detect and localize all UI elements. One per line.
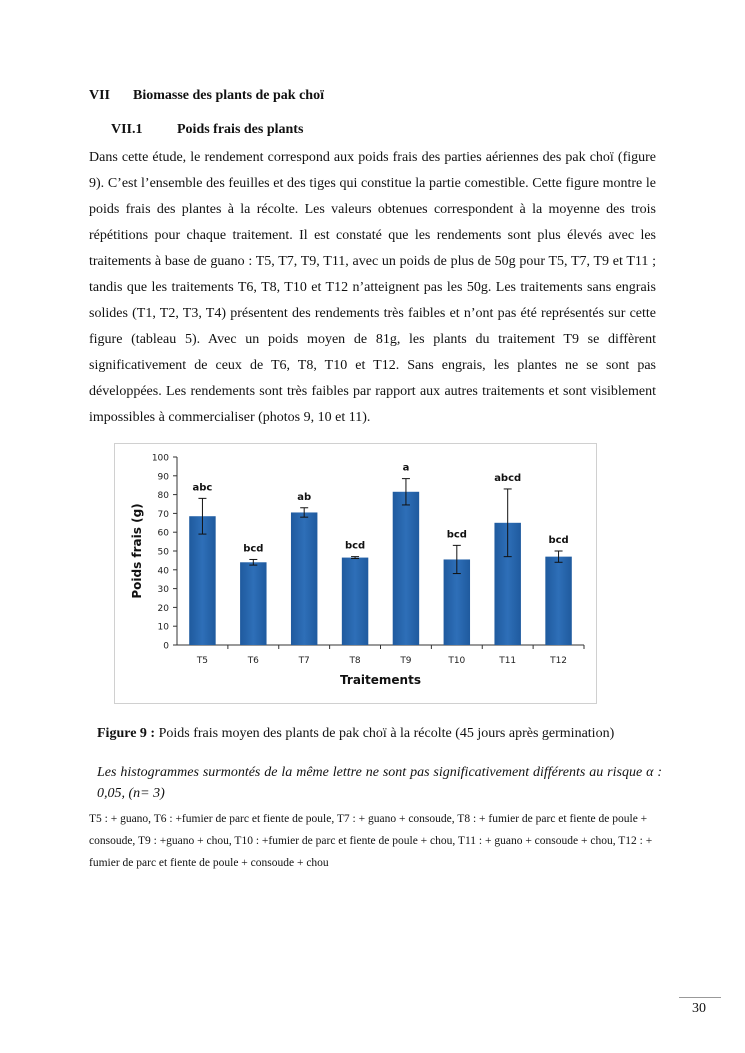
significance-letter-t7: ab <box>297 491 312 503</box>
x-tick-label: T8 <box>349 656 361 666</box>
body-paragraph: Dans cette étude, le rendement correspond aux poids frais des parties aériennes des pak choï (figure 9). C’est l’ensemble des feuilles et des tiges qui constitue la partie comestible. Cette figure montre le poids frais des plantes à la récolte. Les valeurs obtenues correspondent à la moyenne des trois répétitions pour chaque traitement. Il est constaté que les rendements sont plus élevés avec les traitements à base de guano : T5, T7, T9, T11, avec un poids de plus de 50g pour T5, T7, T9 et T11 ; tandis que les traitements T6, T8, T10 et T12 n’atteignent pas les 50g. Les traitements sans engrais solides (T1, T2, T3, T4) présentent des rendements très faibles et n’ont pas été représentés sur cette figure (tableau 5). Avec un poids moyen de 81g, les plants du traitement T9 se diffèrent significativement de ceux de T6, T8, T10 et T12. Sans engrais, les plantes ne se sont pas développées. Les rendements sont très faibles par rapport aux autres traitements et sont visiblement impossibles à commercialiser (photos 9, 10 et 11). <box>89 150 656 425</box>
page-number: 30 <box>692 1001 706 1016</box>
bar-t12 <box>545 557 571 645</box>
x-tick-label: T9 <box>400 656 412 666</box>
subsection-heading <box>111 122 303 138</box>
y-tick-label: 0 <box>163 641 169 652</box>
y-tick-label: 50 <box>157 547 169 558</box>
footer-rule <box>679 997 721 998</box>
bar-chart <box>115 444 596 703</box>
bar-t5 <box>189 516 215 645</box>
y-tick-label: 30 <box>157 585 169 596</box>
x-tick-label: T6 <box>247 656 259 666</box>
significance-letter-t10: bcd <box>446 529 467 541</box>
x-tick-label: T5 <box>196 656 209 666</box>
y-tick-label: 60 <box>157 528 169 539</box>
significance-letter-t12: bcd <box>548 535 569 546</box>
figure-caption <box>97 726 614 742</box>
significance-letter-t9: a <box>402 462 410 474</box>
section-heading <box>89 88 324 104</box>
bar-t6 <box>240 562 266 645</box>
y-tick-label: 10 <box>157 622 169 633</box>
y-tick-label: 100 <box>151 453 169 464</box>
figure-caption-label: Figure 9 : <box>97 726 156 741</box>
section-title: Biomasse des plants de pak choï <box>133 88 324 103</box>
x-tick-label: T7 <box>298 656 310 666</box>
bar-t7 <box>291 512 317 645</box>
x-tick-label: T10 <box>448 656 466 666</box>
y-tick-label: 90 <box>157 472 169 483</box>
significance-letter-t6: bcd <box>243 543 264 555</box>
subsection-title: Poids frais des plants <box>177 122 304 137</box>
subsection-number: VII.1 <box>111 122 143 137</box>
y-tick-label: 40 <box>157 566 169 577</box>
bar-t8 <box>342 558 368 645</box>
x-tick-label: T11 <box>499 656 517 666</box>
significance-letter-t11: abcd <box>494 472 522 484</box>
significance-letter-t5: abc <box>192 482 213 494</box>
x-axis-title: Traitements <box>340 673 421 687</box>
y-axis-title: Poids frais (g) <box>130 503 144 599</box>
significance-note: Les histogrammes surmontés de la même lettre ne sont pas significativement différents au risque α : 0,05, (n= 3) <box>97 765 662 801</box>
treatment-legend: T5 : + guano, T6 : +fumier de parc et fiente de poule, T7 : + guano + consoude, T8 : + fumier de parc et fiente de poule + consoude, T9 : +guano + chou, T10 : +fumier de parc et fiente de poule + chou, T11 : + guano + consoude + chou, T12 : + fumier de parc et fiente de poule + consoude + chou <box>89 813 653 869</box>
figure-9-chart <box>114 443 597 704</box>
y-tick-label: 80 <box>157 491 169 502</box>
bar-t9 <box>393 492 419 645</box>
figure-caption-text: Poids frais moyen des plants de pak choï à la récolte (45 jours après germination) <box>158 726 615 741</box>
section-number: VII <box>89 88 111 103</box>
significance-letter-t8: bcd <box>344 540 366 552</box>
x-tick-label: T12 <box>550 656 568 666</box>
y-tick-label: 70 <box>157 509 169 520</box>
y-tick-label: 20 <box>157 603 169 614</box>
